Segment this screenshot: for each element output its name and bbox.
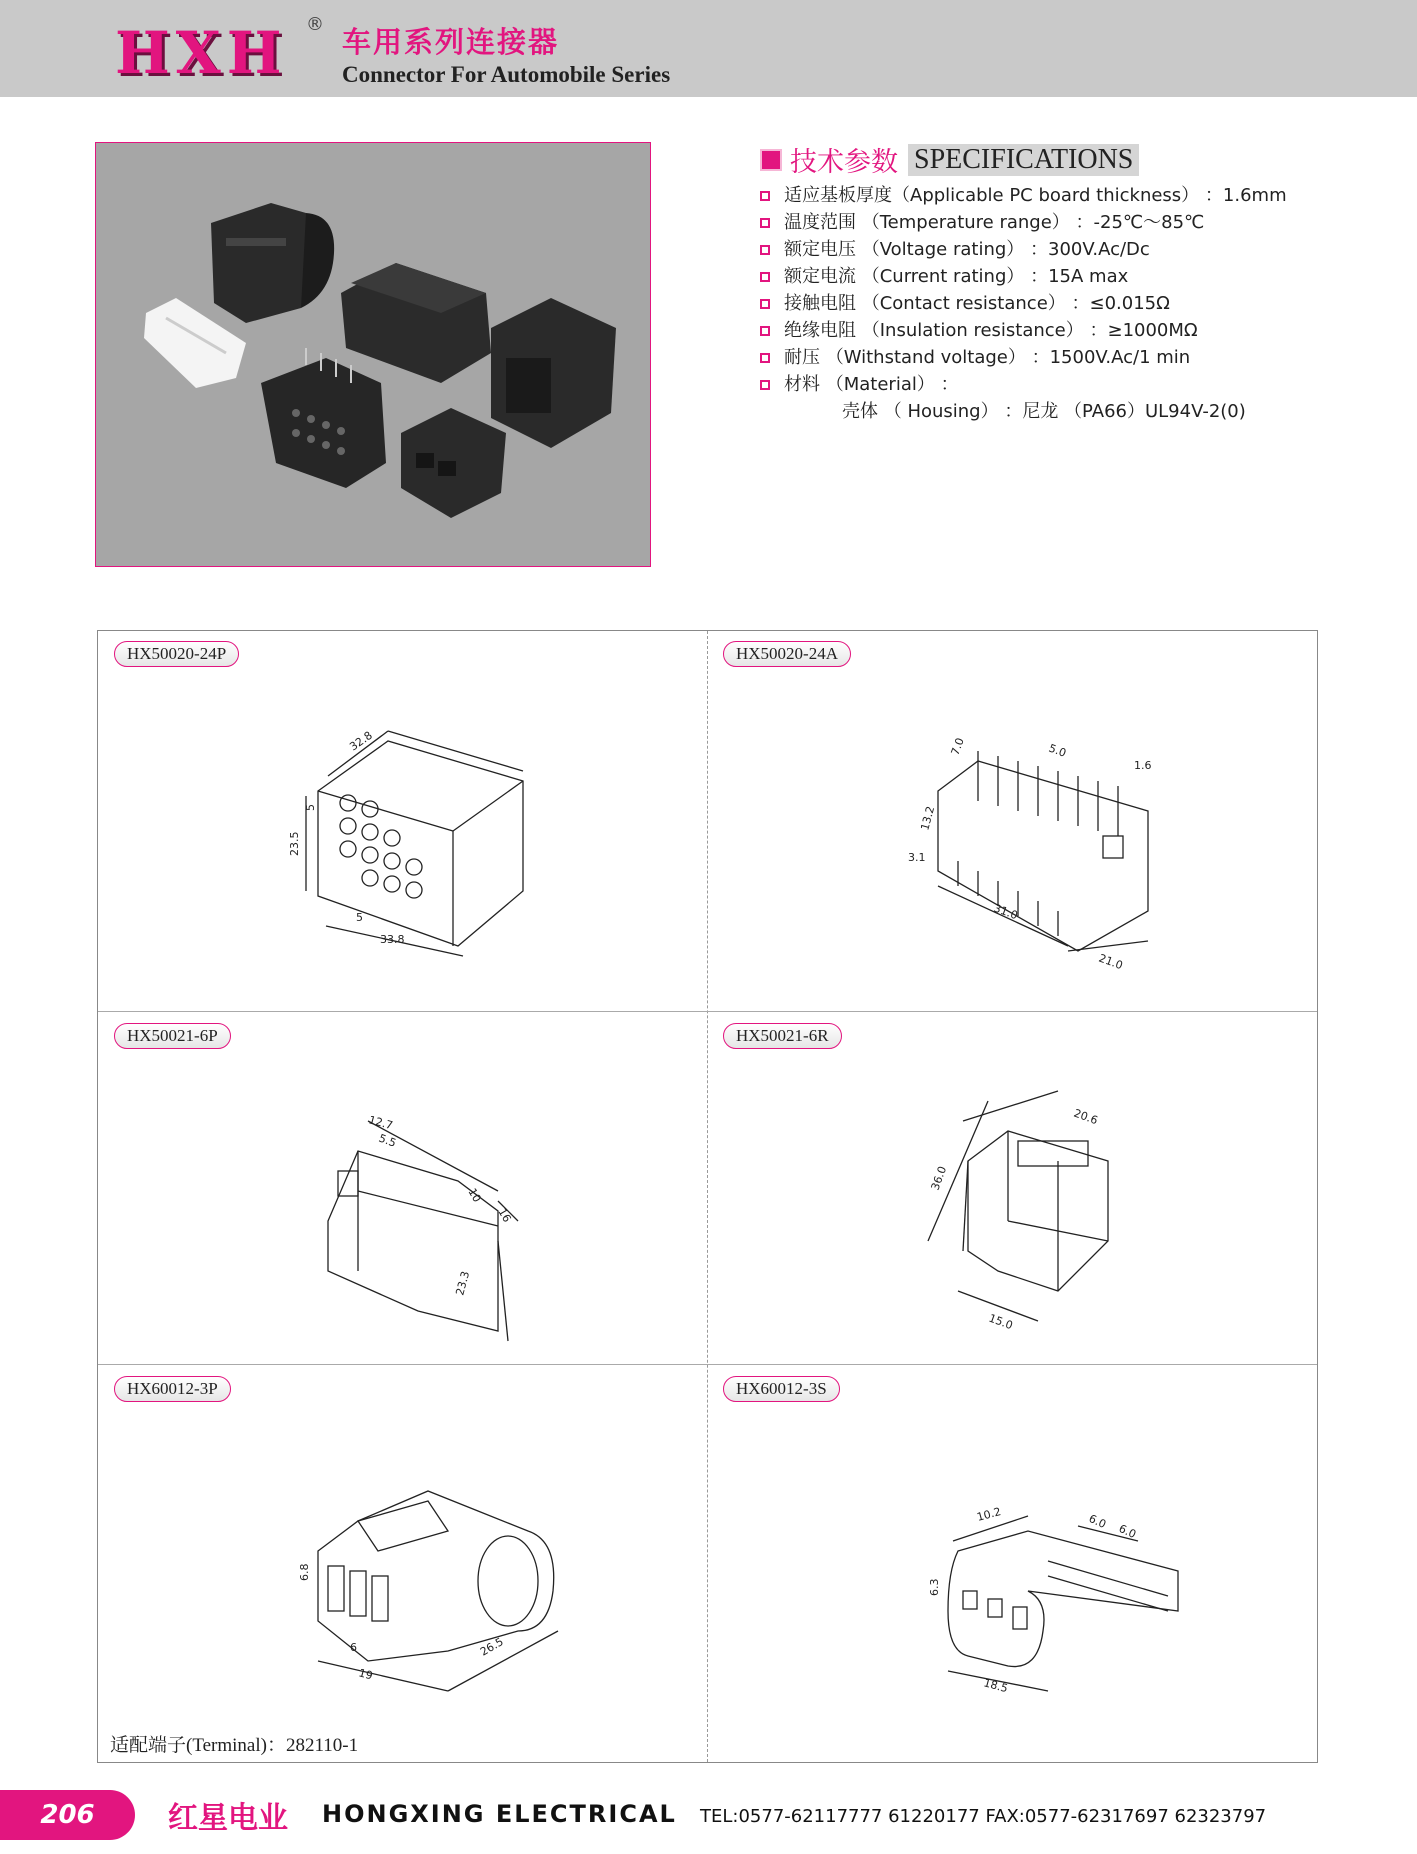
page-header <box>0 0 1417 97</box>
square-bullet-icon <box>760 326 770 336</box>
dimension-label: 23.3 <box>453 1269 473 1297</box>
dimension-label: 16 <box>495 1206 514 1225</box>
contact-info: TEL:0577-62117777 61220177 FAX:0577-62317697 62323797 <box>700 1806 1267 1827</box>
dimension-label: 5.5 <box>376 1131 398 1150</box>
drawing-hx60012-3s <box>918 1481 1238 1701</box>
specifications-heading-en: SPECIFICATIONS <box>908 144 1139 176</box>
dimension-label: 12.7 <box>367 1113 395 1133</box>
spec-item: 耐压 （Withstand voltage） ：1500V.Ac/1 min <box>760 344 1287 371</box>
dimension-label: 10 <box>465 1186 484 1205</box>
connector-photo-illustration <box>96 143 650 566</box>
company-name-cn: 红星电业 <box>168 1801 288 1836</box>
square-bullet-icon <box>760 149 782 171</box>
drawing-hx50020-24p <box>278 721 578 961</box>
dimension-label: 6 <box>350 1641 357 1654</box>
spec-item: 温度范围 （Temperature range） ：-25℃～85℃ <box>760 209 1287 236</box>
spec-item: 材料 （Material） ： <box>760 371 1287 398</box>
page-number: 206 <box>0 1790 135 1840</box>
dimension-label: 3.1 <box>908 851 926 864</box>
specifications-list <box>760 182 1287 425</box>
dimension-label: 18.5 <box>982 1676 1010 1696</box>
dimension-label: 21.0 <box>1096 951 1125 973</box>
dimension-label: 23.5 <box>288 831 301 856</box>
terminal-note: 适配端子(Terminal)：282110-1 <box>110 1735 359 1756</box>
spec-item: 绝缘电阻 （Insulation resistance） ：≥1000MΩ <box>760 317 1287 344</box>
dimension-label: 5 <box>356 911 363 924</box>
dimension-label: 36.0 <box>928 1164 950 1193</box>
dimension-label: 6.0 <box>1086 1511 1109 1532</box>
drawing-hx50021-6r <box>918 1081 1198 1341</box>
dimension-label: 20.6 <box>1071 1106 1100 1128</box>
model-tag: HX50020-24P <box>114 641 239 667</box>
dimension-label: 19 <box>357 1666 375 1683</box>
dimension-label: 31.0 <box>991 901 1020 923</box>
grid-divider-vertical <box>707 631 708 1762</box>
dimension-label: 5.0 <box>1046 741 1068 760</box>
square-bullet-icon <box>760 218 770 228</box>
square-bullet-icon <box>760 353 770 363</box>
square-bullet-icon <box>760 272 770 282</box>
drawing-hx50021-6p <box>298 1101 598 1351</box>
dimension-label: 1.6 <box>1134 759 1152 772</box>
dimension-label: 7.0 <box>948 736 967 758</box>
spec-housing: 壳体 （ Housing） ：尼龙 （PA66）UL94V-2(0) <box>842 401 1246 422</box>
spec-item: 接触电阻 （Contact resistance） ：≤0.015Ω <box>760 290 1287 317</box>
dimension-label: 15.0 <box>986 1311 1015 1333</box>
model-tag: HX60012-3S <box>723 1376 840 1402</box>
series-title-cn: 车用系列连接器 <box>342 25 560 59</box>
grid-divider-horizontal <box>98 1011 1317 1012</box>
dimension-label: 32.8 <box>347 728 375 754</box>
square-bullet-icon <box>760 380 770 390</box>
model-tag: HX50020-24A <box>723 641 851 667</box>
drawing-hx50020-24a <box>898 721 1258 973</box>
square-bullet-icon <box>760 245 770 255</box>
dimension-label: 6.3 <box>928 1578 941 1596</box>
square-bullet-icon <box>760 299 770 309</box>
model-tag: HX50021-6P <box>114 1023 231 1049</box>
product-photo <box>95 142 651 567</box>
spec-item: 适应基板厚度（Applicable PC board thickness） ：1.6mm <box>760 182 1287 209</box>
dimension-label: 10.2 <box>975 1504 1003 1524</box>
dimension-label: 13.2 <box>918 804 938 832</box>
model-tag: HX50021-6R <box>723 1023 842 1049</box>
dimension-label: 33.8 <box>380 933 405 946</box>
dimension-label: 26.5 <box>478 1635 506 1659</box>
model-tag: HX60012-3P <box>114 1376 231 1402</box>
registered-mark: ® <box>306 14 324 35</box>
drawing-grid <box>97 630 1318 1763</box>
spec-item: 额定电压 （Voltage rating） ：300V.Ac/Dc <box>760 236 1287 263</box>
series-title-en: Connector For Automobile Series <box>342 62 671 87</box>
specifications-heading-cn: 技术参数 <box>790 147 898 178</box>
specifications-heading <box>760 140 1139 179</box>
drawing-hx60012-3p <box>298 1461 598 1701</box>
grid-divider-horizontal <box>98 1364 1317 1365</box>
dimension-label: 5 <box>304 804 317 811</box>
dimension-label: 6.0 <box>1116 1521 1139 1542</box>
dimension-label: 6.8 <box>298 1563 311 1581</box>
square-bullet-icon <box>760 191 770 201</box>
brand-logo: HXH <box>115 19 288 87</box>
company-name-en: HONGXING ELECTRICAL <box>322 1800 677 1828</box>
spec-item: 额定电流 （Current rating） ：15A max <box>760 263 1287 290</box>
